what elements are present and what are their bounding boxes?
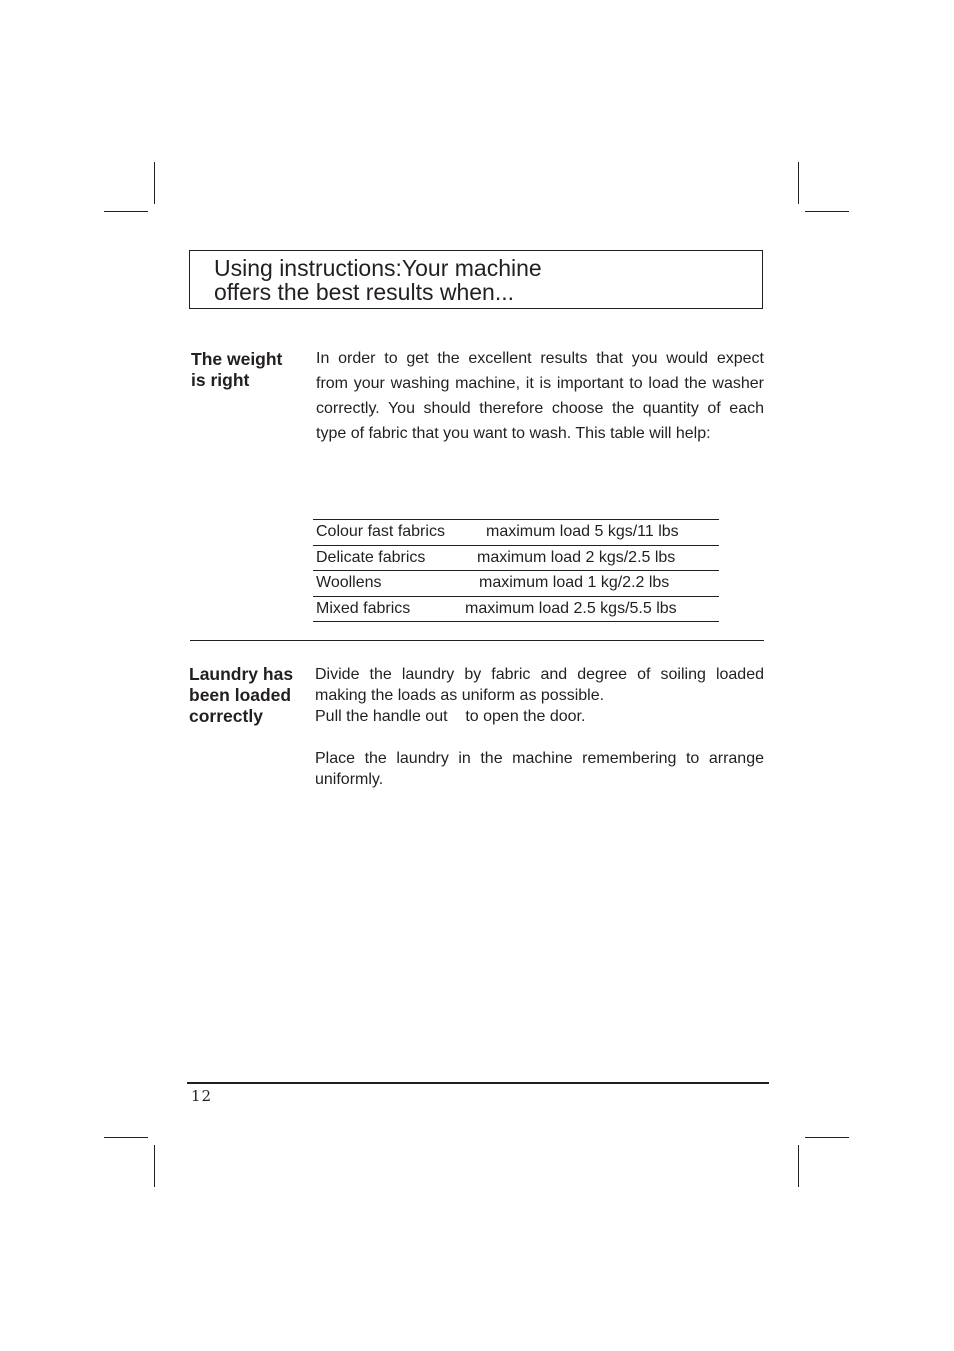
- max-load-cell: maximum load 1 kg/2.2 lbs: [479, 574, 670, 591]
- max-load-cell: maximum load 2 kgs/2.5 lbs: [477, 548, 676, 566]
- page-title-box: [189, 250, 763, 309]
- load-table: [313, 519, 719, 622]
- table-row: [313, 596, 719, 623]
- laundry-body-line: Pull the handle out to open the door.: [315, 708, 586, 725]
- crop-mark-bottom-right-vertical: [798, 1145, 799, 1187]
- fabric-cell: Delicate fabrics: [316, 548, 426, 566]
- fabric-cell: Colour fast fabrics: [316, 523, 445, 540]
- crop-mark-top-left-vertical: [154, 162, 155, 204]
- section-divider: [190, 640, 764, 641]
- max-load-cell: maximum load 5 kgs/11 lbs: [486, 523, 679, 540]
- laundry-heading-line-1: Laundry has: [189, 664, 294, 684]
- footer-rule: [187, 1082, 769, 1084]
- page-number: 12: [191, 1087, 213, 1105]
- weight-body-line: from your washing machine, it is important to load the washer: [316, 375, 764, 392]
- fabric-cell: Woollens: [316, 574, 382, 591]
- laundry-heading-line-3: correctly: [189, 706, 263, 726]
- crop-mark-top-left-horizontal: [104, 211, 148, 212]
- crop-mark-top-right-horizontal: [805, 211, 849, 212]
- laundry-body-line: making the loads as uniform as possible.: [315, 687, 605, 704]
- laundry-section-body: [315, 664, 764, 790]
- paragraph-spacer: [315, 727, 764, 748]
- laundry-section-heading: [189, 664, 293, 727]
- table-row: [313, 570, 719, 596]
- weight-heading-line-2: is right: [191, 370, 250, 390]
- fabric-cell: Mixed fabrics: [316, 599, 411, 617]
- weight-section-heading: [191, 349, 282, 391]
- max-load-cell: maximum load 2.5 kgs/5.5 lbs: [465, 599, 677, 617]
- weight-heading-line-1: The weight: [191, 349, 283, 369]
- laundry-body-line: Place the laundry in the machine remembering to arrange: [315, 750, 764, 767]
- weight-body-line: type of fabric that you want to wash. This table will help:: [316, 425, 711, 442]
- weight-body-line: correctly. You should therefore choose the quantity of each: [316, 400, 764, 417]
- table-row: [313, 545, 719, 571]
- laundry-body-line: uniformly.: [315, 771, 384, 788]
- weight-section-body: [316, 346, 764, 446]
- laundry-body-line: Divide the laundry by fabric and degree of soiling loaded: [315, 666, 764, 683]
- crop-mark-bottom-left-horizontal: [104, 1137, 148, 1138]
- page-title-line-1: Using instructions:Your machine: [214, 255, 542, 281]
- laundry-heading-line-2: been loaded: [189, 685, 292, 705]
- weight-body-line: In order to get the excellent results that you would expect: [316, 350, 764, 367]
- crop-mark-bottom-right-horizontal: [805, 1137, 849, 1138]
- table-row: [313, 519, 719, 545]
- crop-mark-bottom-left-vertical: [154, 1145, 155, 1187]
- page-title-line-2: offers the best results when...: [214, 279, 515, 305]
- crop-mark-top-right-vertical: [798, 162, 799, 204]
